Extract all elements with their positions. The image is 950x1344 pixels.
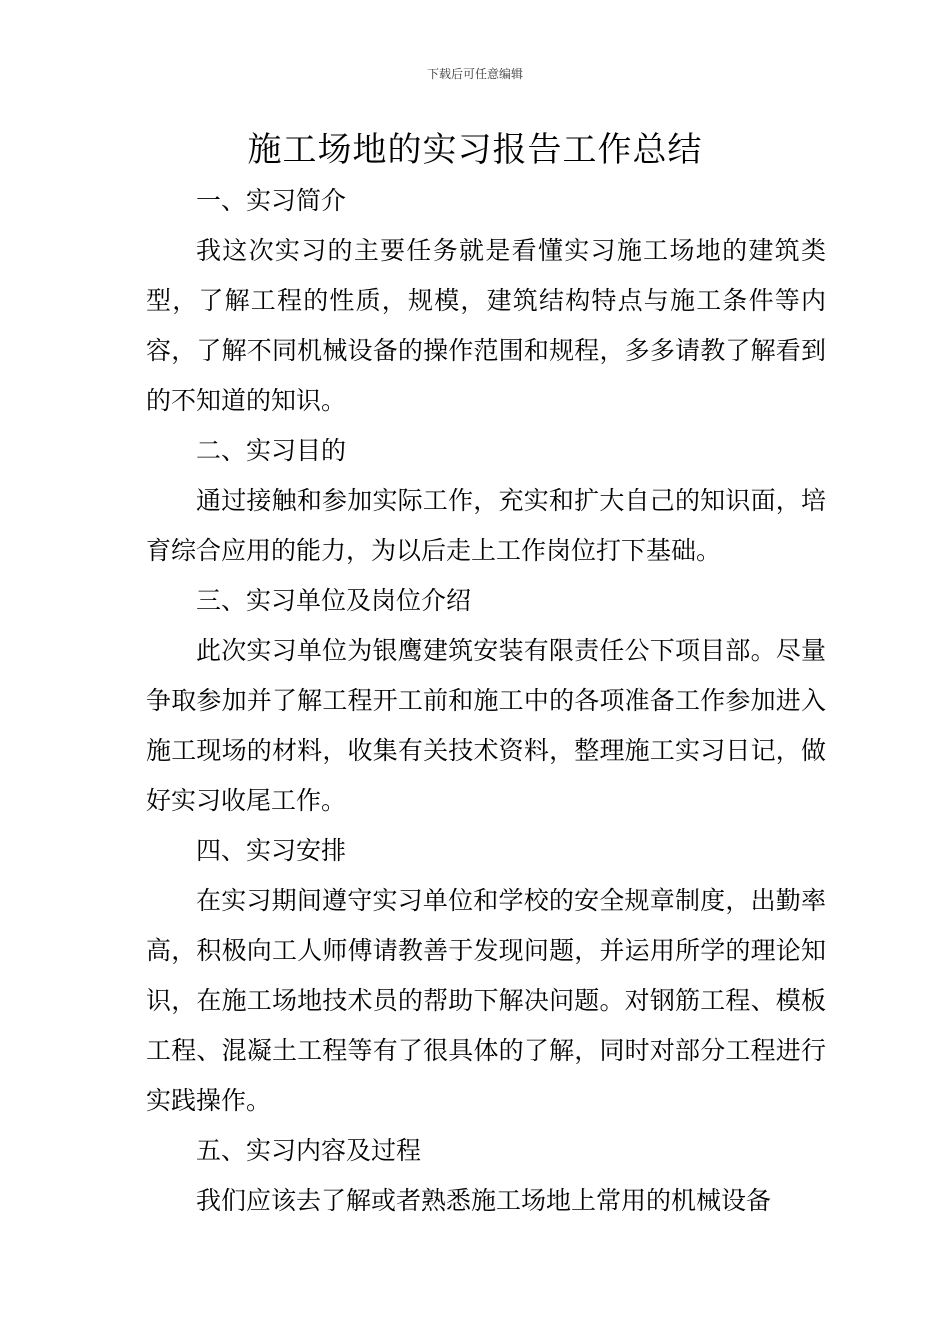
header-note: 下载后可任意编辑 <box>426 67 523 81</box>
section-paragraph-arrangement: 在实习期间遵守实习单位和学校的安全规章制度，出勤率高，积极向工人师傅请教善于发现问题，并运用所学的理论知识，在施工场地技术员的帮助下解决问题。对钢筋工程、模板工程、混凝土工程等有了很具体的了解，同时对部分工程进行实践操作。 <box>146 886 826 1115</box>
section-heading-unit: 三、实习单位及岗位介绍 <box>196 586 472 615</box>
section-paragraph-unit: 此次实习单位为银鹰建筑安装有限责任公下项目部。尽量争取参加并了解工程开工前和施工中的各项准备工作参加进入施工现场的材料，收集有关技术资料，整理施工实习日记，做好实习收尾工作。 <box>146 636 826 815</box>
section-heading-intro: 一、实习简介 <box>196 186 347 215</box>
section-heading-arrangement: 四、实习安排 <box>196 836 347 865</box>
section-paragraph-intro: 我这次实习的主要任务就是看懂实习施工场地的建筑类型，了解工程的性质，规模，建筑结构特点与施工条件等内容，了解不同机械设备的操作范围和规程，多多请教了解看到的不知道的知识。 <box>146 236 826 415</box>
section-heading-purpose: 二、实习目的 <box>196 436 347 465</box>
section-paragraph-content: 我们应该去了解或者熟悉施工场地上常用的机械设备 <box>196 1186 772 1215</box>
section-heading-content: 五、实习内容及过程 <box>196 1136 422 1165</box>
document-body <box>146 176 826 1226</box>
section-paragraph-purpose: 通过接触和参加实际工作，充实和扩大自己的知识面，培育综合应用的能力，为以后走上工作岗位打下基础。 <box>146 486 826 565</box>
document-title: 施工场地的实习报告工作总结 <box>247 130 703 170</box>
